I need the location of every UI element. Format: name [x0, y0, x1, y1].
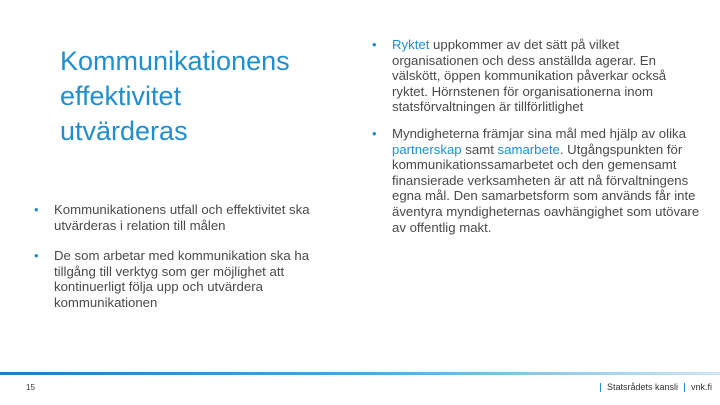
right-bullet-list	[368, 37, 703, 246]
footer-divider	[0, 372, 720, 375]
title-line-3: utvärderas	[60, 116, 188, 146]
partnerskap-link[interactable]: partnerskap	[392, 141, 462, 157]
list-item	[30, 248, 350, 310]
title-line-2: effektivitet	[60, 81, 182, 111]
bullet-text: samt	[461, 141, 498, 157]
bullet-icon: •	[34, 248, 39, 264]
list-item	[368, 37, 703, 115]
bullet-icon: •	[34, 202, 39, 217]
bullet-text: uppkommer av det sätt på vilket organisationen och dess anställda agerar. En välskött, öppen kommunikation påverkar också ryktet. Hörnstenen för organisationerna inom statsförvaltningen är tillförlitlighet	[392, 37, 667, 115]
bullet-text: De som arbetar med kommunikation ska ha tillgång till verktyg som ger möjlighet att kontinuerligt följa upp och utvärdera kommunikationen	[54, 248, 310, 310]
site-link[interactable]: vnk.fi	[690, 382, 712, 392]
page-number: 15	[26, 383, 35, 392]
list-item	[368, 126, 703, 235]
bullet-icon: •	[372, 125, 377, 141]
org-name: Statsrådets kansli	[606, 382, 678, 392]
bullet-text: . Utgångspunkten för kommunikationssamarbetet och den gemensamt finansierade verksamheten är att nå förvaltningens egna mål. Den samarbetsform som används får inte äventyra myndigheternas oavhängighet som utövare av offentlig makt.	[392, 141, 700, 235]
title-line-1: Kommunikationens	[60, 46, 290, 76]
separator	[600, 383, 601, 392]
slide-title	[60, 44, 350, 149]
samarbete-link[interactable]: samarbete	[497, 141, 560, 157]
bullet-text: Myndigheterna främjar sina mål med hjälp av olika	[392, 125, 686, 141]
list-item	[30, 202, 350, 233]
bullet-text: Kommunikationens utfall och effektivitet ska utvärderas i relation till målen	[54, 202, 310, 233]
separator	[684, 383, 685, 392]
footer-branding	[600, 382, 712, 392]
bullet-icon: •	[372, 37, 377, 52]
left-bullet-list	[30, 202, 350, 326]
ryktet-link[interactable]: Ryktet	[392, 37, 430, 52]
